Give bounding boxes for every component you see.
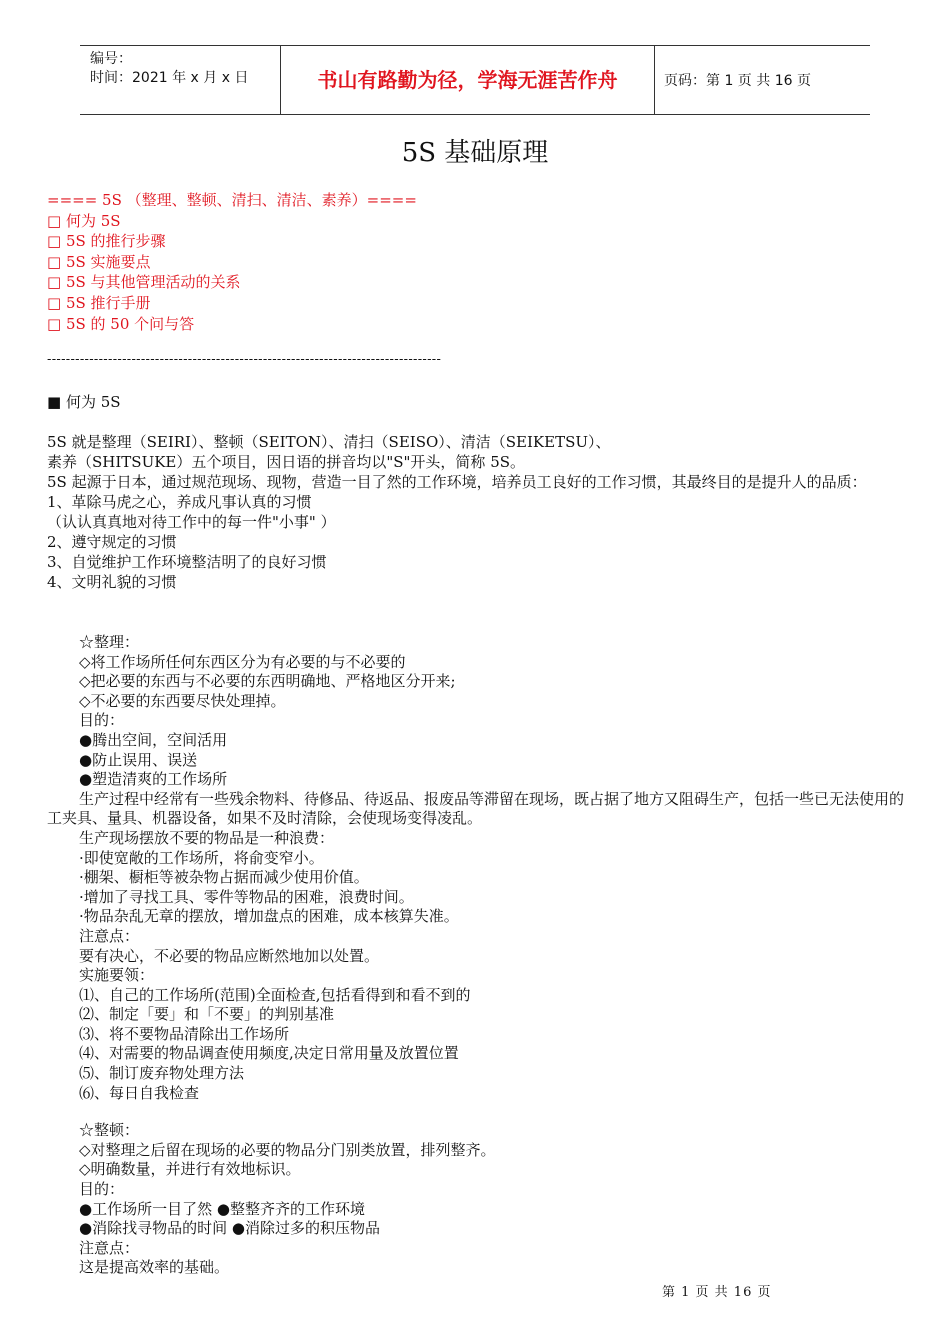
seiri-purpose: ●腾出空间，空间活用	[79, 730, 228, 749]
intro-line: （认认真真地对待工作中的每一件"小事" ）	[47, 513, 336, 531]
seiri-paragraph: 生产过程中经常有一些残余物料、待修品、待返品、报废品等滞留在现场，既占据了地方又阻碍生产，包括一些已无法使用的工夹具、量具、机器设备，如果不及时清除，会使现场变得凌乱。	[47, 789, 905, 828]
seiton-point: ◇明确数量，并进行有效地标识。	[79, 1160, 301, 1179]
header-page-info: 页码：第 1 页 共 16 页	[664, 73, 811, 89]
header-motto: 书山有路勤为径，学海无涯苦作舟	[281, 46, 655, 114]
number-label: 编号：	[90, 51, 132, 67]
toc-item[interactable]: □ 5S 实施要点	[47, 252, 151, 271]
toc-heading: ==== 5S （整理、整顿、清扫、清洁、素养）====	[47, 191, 417, 209]
date-label: 时间：2021 年 x 月 x 日	[90, 70, 249, 86]
intro-line: 4、文明礼貌的习惯	[47, 573, 177, 591]
toc-item[interactable]: □ 5S 的推行步骤	[47, 232, 166, 251]
seiri-purpose: ●防止误用、误送	[79, 750, 198, 769]
seiri-point: ◇不必要的东西要尽快处理掉。	[79, 691, 286, 710]
spacer	[47, 1103, 909, 1121]
intro-line: 2、遵守规定的习惯	[47, 533, 177, 551]
intro-line: 3、自觉维护工作环境整洁明了的良好习惯	[47, 553, 327, 571]
seiri-note: 要有决心，不必要的物品应断然地加以处置。	[79, 946, 380, 965]
seiri-step: ⑴、自己的工作场所(范围)全面检查,包括看得到和看不到的	[79, 985, 471, 1004]
page-footer: 第 1 页 共 16 页	[662, 1285, 772, 1300]
document-title: 5S 基础原理	[401, 138, 549, 168]
seiton-purpose: ●消除找寻物品的时间 ●消除过多的积压物品	[79, 1219, 380, 1238]
header-table	[80, 45, 870, 115]
seiri-step: ⑹、每日自我检查	[79, 1083, 200, 1102]
toc-item[interactable]: □ 5S 与其他管理活动的关系	[47, 273, 241, 292]
seiri-step: ⑶、将不要物品清除出工作场所	[79, 1024, 290, 1043]
section-heading: ■ 何为 5S	[47, 393, 121, 411]
seiton-note-label: 注意点：	[79, 1238, 140, 1257]
seiri-waste: ·棚架、橱柜等被杂物占据而减少使用价值。	[79, 868, 369, 887]
seiri-point: ◇把必要的东西与不必要的东西明确地、严格地区分开来;	[79, 672, 456, 691]
seiri-step: ⑵、制定「要」和「不要」的判别基准	[79, 1005, 335, 1024]
intro-line: 5S 就是整理（SEIRI）、整顿（SEITON）、清扫（SEISO）、清洁（SEIKETSU）、	[47, 433, 611, 451]
intro-block	[47, 432, 909, 592]
seiton-point: ◇对整理之后留在现场的必要的物品分门别类放置，排列整齐。	[79, 1140, 496, 1159]
seiton-purpose: ●工作场所一目了然 ●整整齐齐的工作环境	[79, 1199, 365, 1218]
intro-line: 素养（SHITSUKE）五个项目，因日语的拼音均以"S"开头，简称 5S。	[47, 453, 526, 471]
toc-item[interactable]: □ 5S 的 50 个问与答	[47, 314, 195, 333]
seiri-waste: ·增加了寻找工具、零件等物品的困难，浪费时间。	[79, 887, 414, 906]
seiton-purpose-label: 目的：	[79, 1180, 125, 1199]
intro-line: 1、革除马虎之心，养成凡事认真的习惯	[47, 493, 312, 511]
seiri-heading: ☆整理：	[79, 633, 140, 651]
seiri-steps-label: 实施要领：	[79, 966, 155, 985]
seiri-note-label: 注意点：	[79, 926, 140, 945]
toc-item[interactable]: □ 何为 5S	[47, 211, 121, 230]
seiton-heading: ☆整顿：	[79, 1121, 140, 1140]
seiri-step: ⑸、制订废弃物处理方法	[79, 1064, 245, 1083]
seiri-purpose-label: 目的：	[79, 711, 125, 730]
seiri-waste: ·即使宽敞的工作场所，将俞变窄小。	[79, 848, 324, 867]
seiri-step: ⑷、对需要的物品调查使用频度,决定日常用量及放置位置	[79, 1044, 459, 1063]
toc-item[interactable]: □ 5S 推行手册	[47, 293, 151, 312]
seiri-waste-intro: 生产现场摆放不要的物品是一种浪费：	[79, 828, 335, 847]
seiri-seiton-block	[47, 633, 909, 1278]
seiri-purpose: ●塑造清爽的工作场所	[79, 770, 228, 789]
seiri-waste: ·物品杂乱无章的摆放，增加盘点的困难，成本核算失准。	[79, 907, 459, 926]
intro-line: 5S 起源于日本，通过规范现场、现物，营造一目了然的工作环境，培养员工良好的工作习惯，其最终目的是提升人的品质：	[47, 473, 867, 491]
table-of-contents	[47, 190, 417, 334]
dashed-separator: ------------------------------------------------------------------------------------	[47, 352, 442, 367]
header-meta-cell	[80, 46, 281, 114]
seiton-note: 这是提高效率的基础。	[79, 1258, 230, 1277]
seiri-point: ◇将工作场所任何东西区分为有必要的与不必要的	[79, 652, 406, 671]
